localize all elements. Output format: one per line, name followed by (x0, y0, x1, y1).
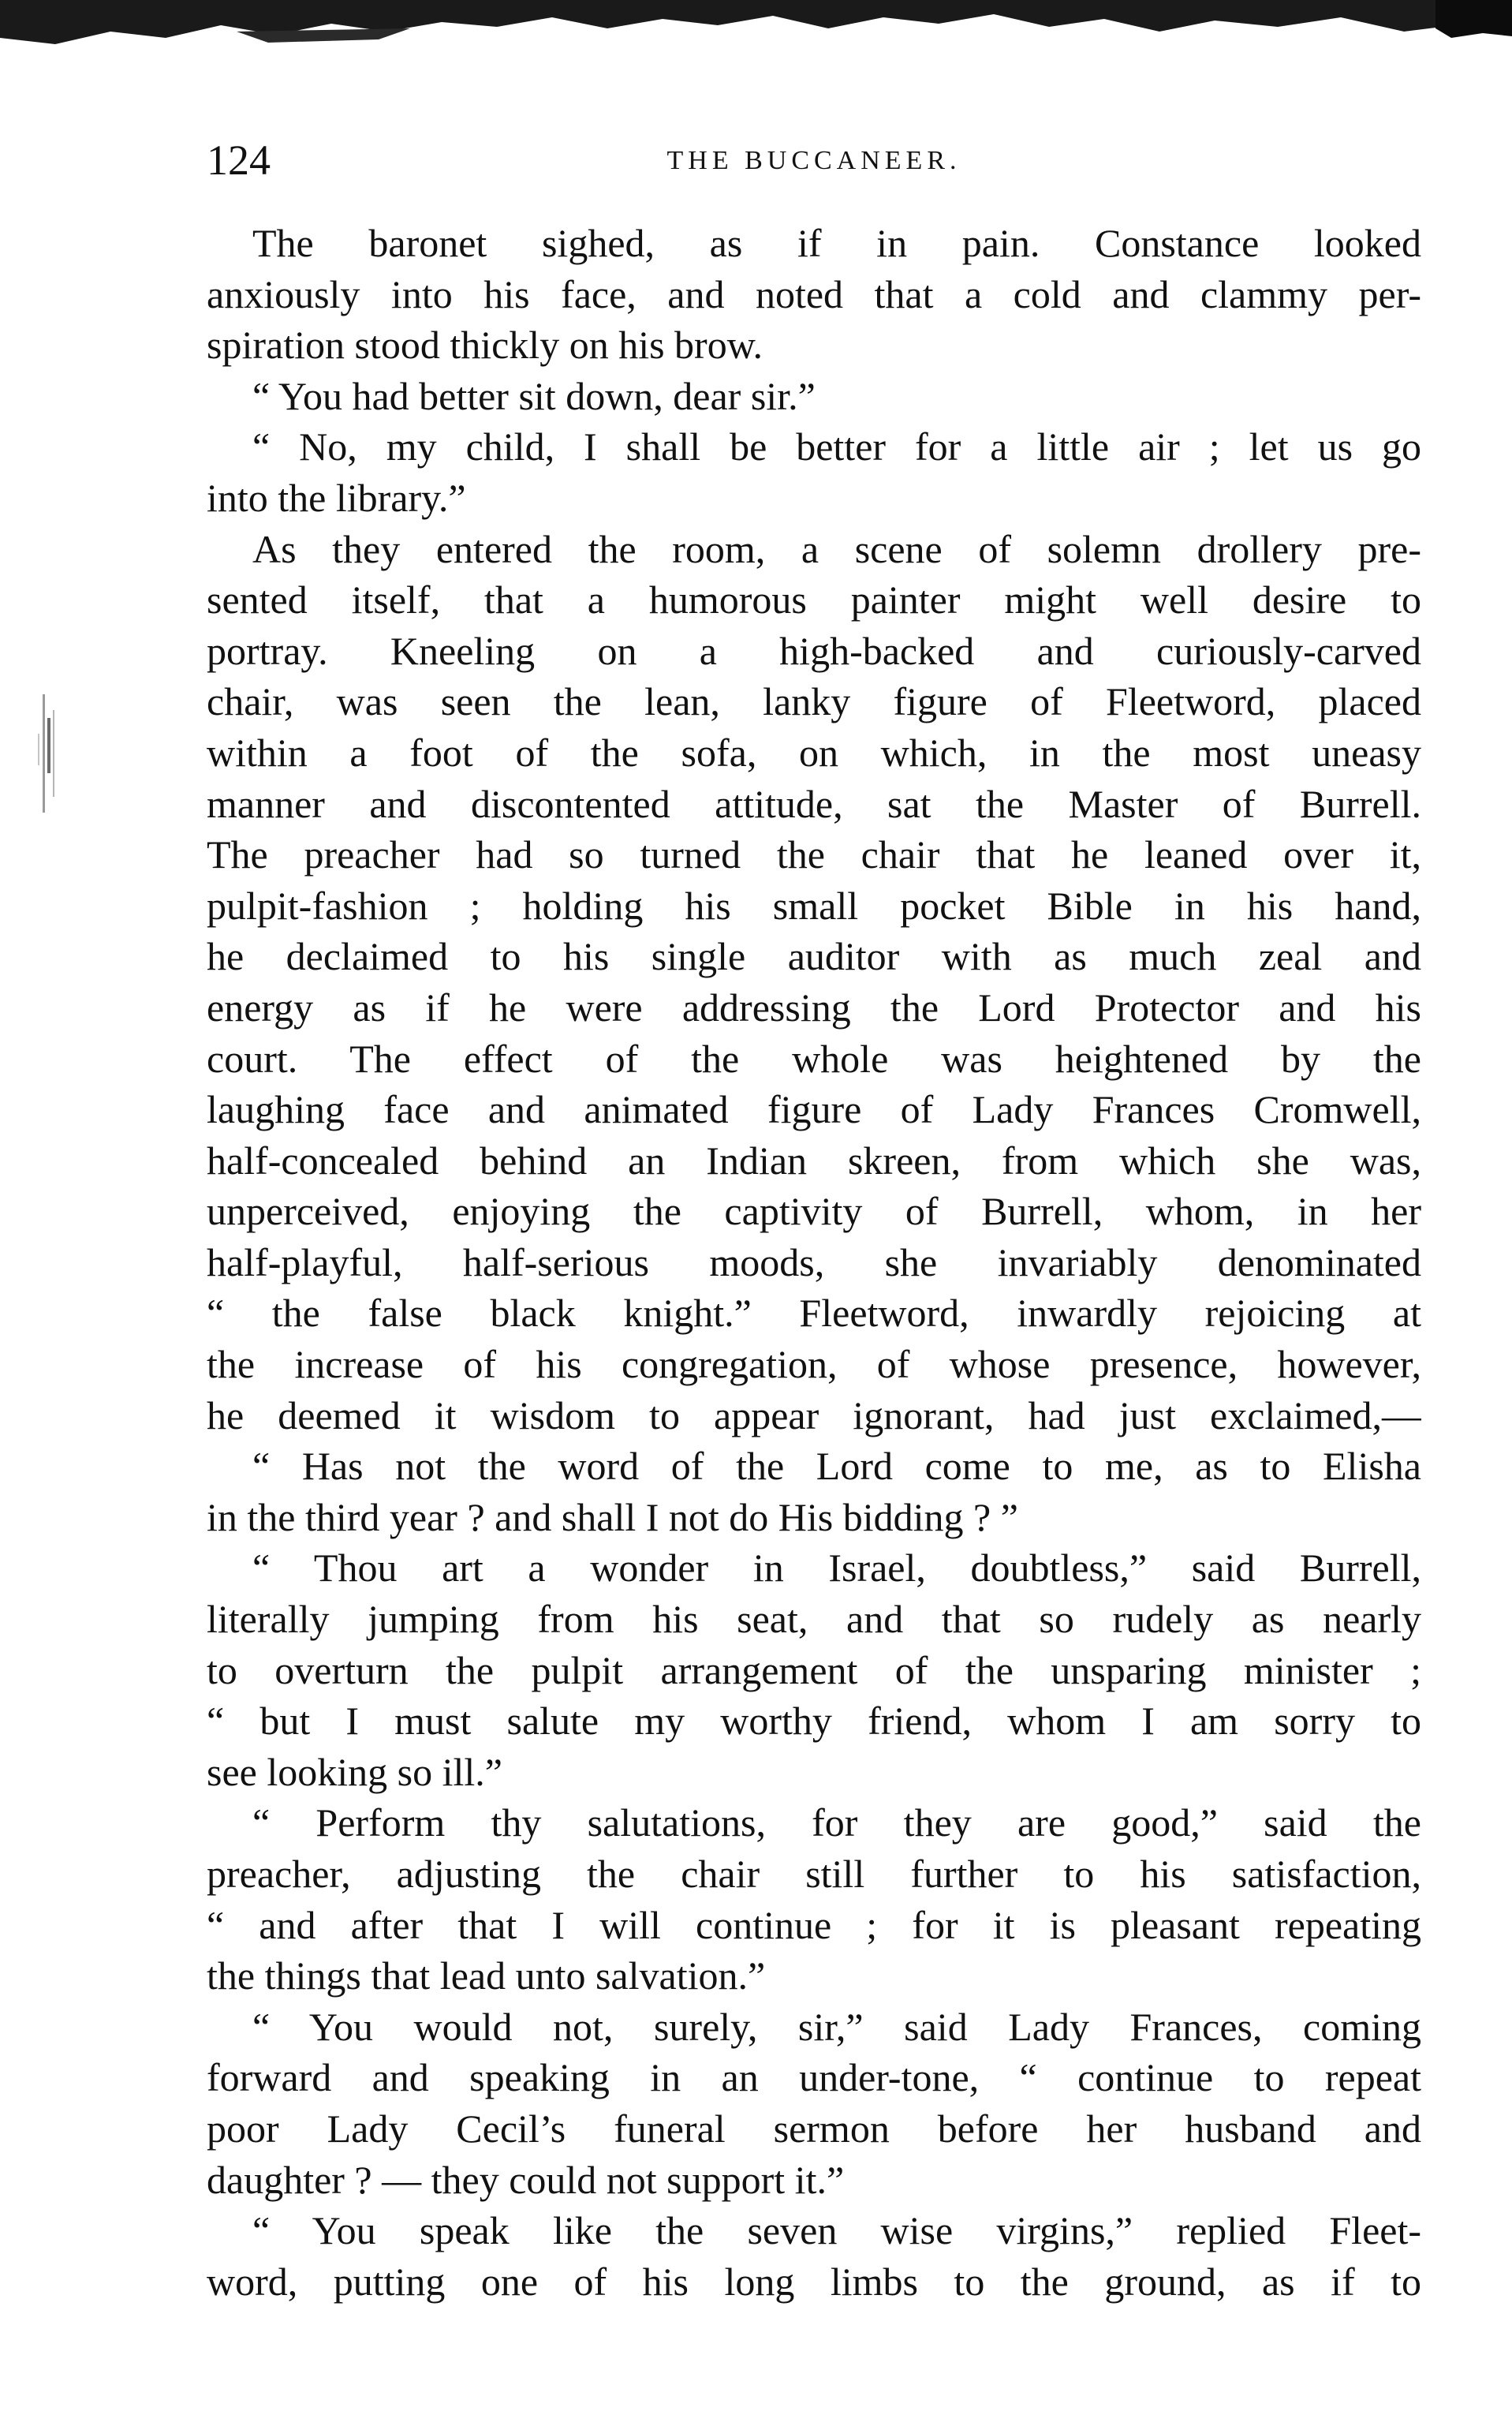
text-line: the increase of his congregation, of whose presence, however, (207, 1342, 1421, 1387)
text-line: poor Lady Cecil’s funeral sermon before her husband and (207, 2106, 1421, 2151)
text-line: court. The effect of the whole was heightened by the (207, 1036, 1421, 1081)
text-line: forward and speaking in an under-tone, “ continue to repeat (207, 2055, 1421, 2100)
text-line: “ You would not, surely, sir,” said Lady Frances, coming (252, 2004, 1421, 2049)
text-line: daughter ? — they could not support it.” (207, 2157, 845, 2202)
text-line: “ No, my child, I shall be better for a little air ; let us go (252, 424, 1421, 469)
text-line: preacher, adjusting the chair still further to his satisfaction, (207, 1852, 1421, 1896)
text-line: “ the false black knight.” Fleetword, inwardly rejoicing at (207, 1291, 1421, 1336)
text-line: The baronet sighed, as if in pain. Constance looked (252, 221, 1421, 265)
text-line: “ and after that I will continue ; for it is pleasant repeating (207, 1902, 1421, 1947)
text-line: word, putting one of his long limbs to the ground, as if to (207, 2259, 1421, 2304)
text-line: anxiously into his face, and noted that a cold and clammy per- (207, 271, 1421, 316)
body-text (207, 218, 1421, 2307)
text-line: chair, was seen the lean, lanky figure of Fleetword, placed (207, 679, 1421, 724)
binding-marks (32, 694, 63, 813)
text-line: manner and discontented attitude, sat the Master of Burrell. (207, 781, 1421, 826)
scan-top-edge (0, 0, 1512, 55)
text-line: energy as if he were addressing the Lord Protector and his (207, 985, 1421, 1030)
text-line: “ You had better sit down, dear sir.” (252, 373, 816, 418)
text-line: As they entered the room, a scene of solemn drollery pre- (252, 526, 1421, 571)
text-line: spiration stood thickly on his brow. (207, 323, 763, 368)
text-line: into the library.” (207, 475, 466, 520)
text-line: “ You speak like the seven wise virgins,” replied Fleet- (252, 2208, 1421, 2253)
text-line: “ Perform thy salutations, for they are good,” said the (252, 1800, 1421, 1845)
text-line: sented itself, that a humorous painter might well desire to (207, 578, 1421, 622)
text-line: half-concealed behind an Indian skreen, from which she was, (207, 1138, 1421, 1183)
text-line: pulpit-fashion ; holding his small pocket Bible in his hand, (207, 883, 1421, 928)
text-line: portray. Kneeling on a high-backed and curiously-carved (207, 628, 1421, 673)
text-line: literally jumping from his seat, and that so rudely as nearly (207, 1597, 1421, 1642)
text-line: “ but I must salute my worthy friend, whom I am sorry to (207, 1699, 1421, 1744)
text-line: he declaimed to his single auditor with as much zeal and (207, 934, 1421, 979)
text-line: within a foot of the sofa, on which, in the most uneasy (207, 730, 1421, 775)
page-header (207, 133, 1421, 188)
text-line: see looking so ill.” (207, 1749, 502, 1794)
text-line: “ Thou art a wonder in Israel, doubtless,” said Burrell, (252, 1546, 1421, 1591)
page-number: 124 (207, 136, 271, 184)
text-line: “ Has not the word of the Lord come to me, as to Elisha (252, 1444, 1421, 1489)
text-line: The preacher had so turned the chair that he leaned over it, (207, 832, 1421, 877)
text-line: laughing face and animated figure of Lady Frances Cromwell, (207, 1087, 1421, 1132)
text-line: he deemed it wisdom to appear ignorant, had just exclaimed,— (207, 1392, 1421, 1437)
text-line: half-playful, half-serious moods, she invariably denominated (207, 1239, 1421, 1284)
text-line: to overturn the pulpit arrangement of the unsparing minister ; (207, 1647, 1421, 1692)
text-line: in the third year ? and shall I not do His bidding ? ” (207, 1494, 1018, 1539)
running-title: THE BUCCANEER. (666, 146, 961, 175)
text-line: the things that lead unto salvation.” (207, 1953, 766, 1998)
text-line: unperceived, enjoying the captivity of Burrell, whom, in her (207, 1189, 1421, 1234)
